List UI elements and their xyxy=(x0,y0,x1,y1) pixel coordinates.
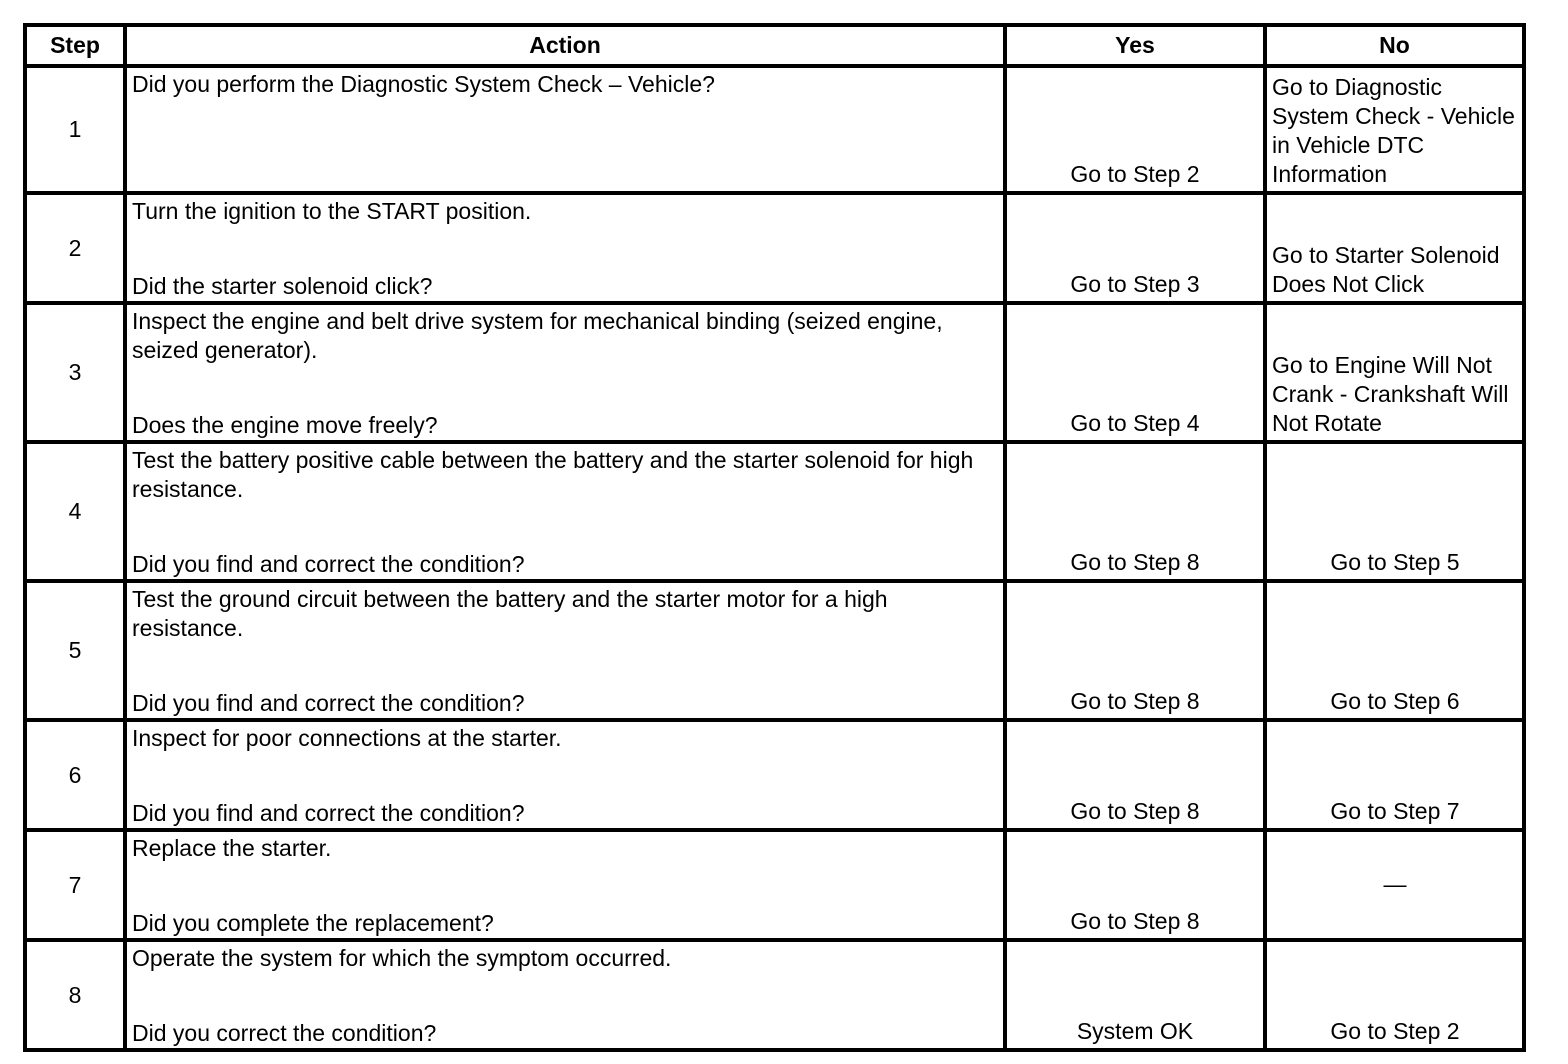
step-number: 5 xyxy=(25,581,125,720)
yes-outcome: Go to Step 2 xyxy=(1005,66,1265,193)
yes-outcome: Go to Step 8 xyxy=(1005,581,1265,720)
no-outcome: Go to Diagnostic System Check - Vehicle in Vehicle DTC Information xyxy=(1265,66,1524,193)
action-instruction: Operate the system for which the symptom occurred. xyxy=(132,945,672,971)
action-instruction: Test the ground circuit between the battery and the starter motor for a high resistance. xyxy=(132,586,888,641)
table-row xyxy=(25,442,1524,581)
action-cell xyxy=(125,581,1005,720)
action-cell xyxy=(125,830,1005,940)
no-outcome: Go to Step 2 xyxy=(1265,940,1524,1050)
step-number: 3 xyxy=(25,303,125,442)
action-instruction: Inspect the engine and belt drive system for mechanical binding (seized engine, seized generator). xyxy=(132,308,943,363)
step-number: 8 xyxy=(25,940,125,1050)
action-cell xyxy=(125,940,1005,1050)
action-instruction: Test the battery positive cable between the battery and the starter solenoid for high resistance. xyxy=(132,447,974,502)
yes-outcome: System OK xyxy=(1005,940,1265,1050)
action-question: Did you complete the replacement? xyxy=(132,910,494,936)
action-question: Did you find and correct the condition? xyxy=(132,690,525,716)
step-number: 2 xyxy=(25,193,125,303)
table-row xyxy=(25,193,1524,303)
action-question: Does the engine move freely? xyxy=(132,412,438,438)
action-cell xyxy=(125,193,1005,303)
step-number: 1 xyxy=(25,66,125,193)
step-number: 6 xyxy=(25,720,125,830)
yes-outcome: Go to Step 4 xyxy=(1005,303,1265,442)
action-question: Did you find and correct the condition? xyxy=(132,551,525,577)
table-row xyxy=(25,303,1524,442)
action-cell xyxy=(125,66,1005,193)
action-question: Did you perform the Diagnostic System Check – Vehicle? xyxy=(132,71,715,97)
step-number: 7 xyxy=(25,830,125,940)
table-row xyxy=(25,940,1524,1050)
yes-outcome: Go to Step 8 xyxy=(1005,830,1265,940)
no-outcome: Go to Step 7 xyxy=(1265,720,1524,830)
table-row xyxy=(25,830,1524,940)
yes-outcome: Go to Step 8 xyxy=(1005,442,1265,581)
table-row xyxy=(25,581,1524,720)
header-yes: Yes xyxy=(1005,25,1265,66)
step-number: 4 xyxy=(25,442,125,581)
table-header-row xyxy=(25,25,1524,66)
action-question: Did you find and correct the condition? xyxy=(132,800,525,826)
action-question: Did you correct the condition? xyxy=(132,1020,437,1046)
action-instruction: Turn the ignition to the START position. xyxy=(132,198,532,224)
header-no: No xyxy=(1265,25,1524,66)
no-outcome: Go to Starter Solenoid Does Not Click xyxy=(1265,193,1524,303)
header-action: Action xyxy=(125,25,1005,66)
action-cell xyxy=(125,720,1005,830)
action-question: Did the starter solenoid click? xyxy=(132,273,433,299)
no-outcome: — xyxy=(1265,830,1524,940)
action-cell xyxy=(125,442,1005,581)
header-step: Step xyxy=(25,25,125,66)
table-row xyxy=(25,720,1524,830)
action-instruction: Inspect for poor connections at the starter. xyxy=(132,725,562,751)
action-instruction: Replace the starter. xyxy=(132,835,332,861)
table-row xyxy=(25,66,1524,193)
yes-outcome: Go to Step 8 xyxy=(1005,720,1265,830)
yes-outcome: Go to Step 3 xyxy=(1005,193,1265,303)
no-outcome: Go to Step 5 xyxy=(1265,442,1524,581)
action-cell xyxy=(125,303,1005,442)
no-outcome: Go to Engine Will Not Crank - Crankshaft Will Not Rotate xyxy=(1265,303,1524,442)
no-outcome: Go to Step 6 xyxy=(1265,581,1524,720)
diagnostic-table xyxy=(23,23,1526,1052)
